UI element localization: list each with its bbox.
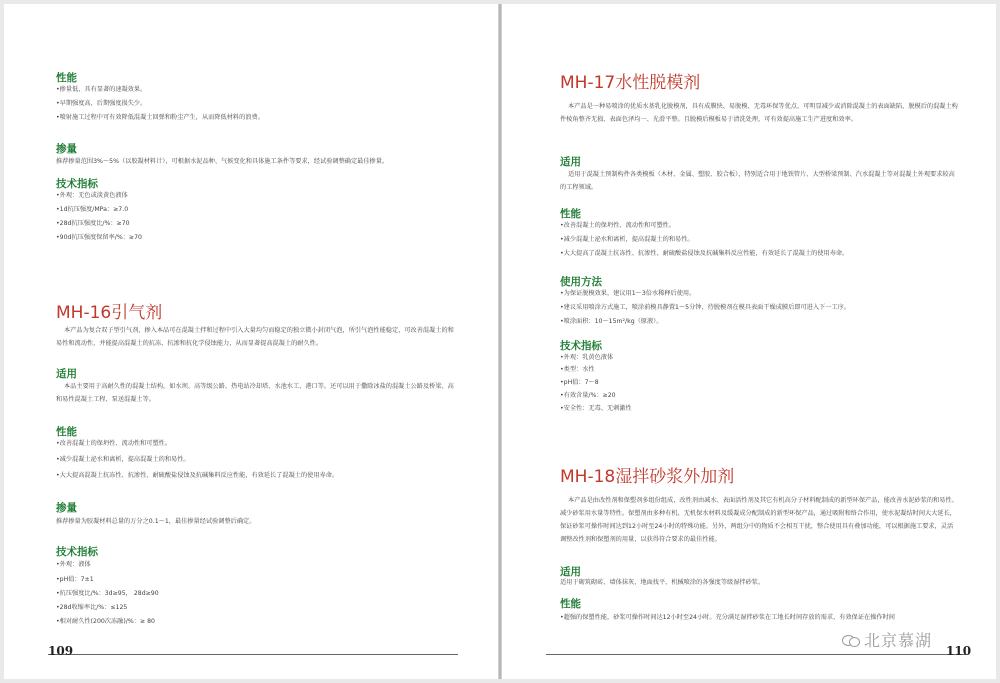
heading-jishu-2: 技术指标 bbox=[56, 546, 98, 558]
paragraph: 本产品是由改性剂和保塑剂多组份组成，改性剂由减水、表面活性剂及其它有机高分子材料配制成的新型环保产品，能改善水泥砂浆的和易性、减少砂浆用水量等特性。保塑剂由多种有机、无机保水材料及缓凝成分配制成的新型环保产品，通过吸附和络合作用，使水泥凝结时间大大延长，保证砂浆可操作时间达到12小时至24小时的特殊功能。另外，两组分中的物质不会相互干扰，整合使用具有叠加功能，可以根据施工要求，灵活调整改性剂和保塑剂的用量，以获得符合要求的最佳性能。 bbox=[560, 497, 958, 543]
list-item: •pH值：7～8 bbox=[560, 379, 599, 386]
page-left bbox=[4, 4, 498, 679]
section-title-mh17: MH-17水性脱模剂 bbox=[560, 73, 701, 93]
list-item: •喷涂面积：10～15m²/kg（原液）。 bbox=[560, 318, 663, 325]
list-item: •相对耐久性(200次冻融)/%：≥ 80 bbox=[56, 618, 155, 625]
heading-xingneng-2: 性能 bbox=[560, 598, 581, 610]
watermark-text: 北京慕湖 bbox=[864, 631, 933, 650]
list-item: •28d收缩率比/%：≤125 bbox=[56, 604, 128, 611]
paragraph: 本品主要用于高耐久性的混凝土结构，如水坝、高等级公路、热电站冷却塔、水池水工、港口等。还可以用于撒除冰盐的混凝土公路及桥梁、高和易性混凝土工程、泵送混凝土等。 bbox=[56, 383, 454, 403]
footer-rule bbox=[546, 654, 966, 655]
heading-xingneng-2: 性能 bbox=[56, 426, 77, 438]
heading-jishu: 技术指标 bbox=[560, 340, 602, 352]
paragraph: 推荐掺量范围3%～5%（以胶凝材料计），可根据水泥品种、气候变化和具体施工条件等要求，经试验调整确定最佳掺量。 bbox=[56, 158, 389, 165]
heading-jishu-1: 技术指标 bbox=[56, 178, 98, 190]
list-item: •类型：水性 bbox=[560, 366, 595, 373]
page-right bbox=[502, 4, 996, 679]
heading-fangfa: 使用方法 bbox=[560, 276, 602, 288]
list-item: •有效含量/%：≥20 bbox=[560, 392, 616, 399]
list-item: •减少混凝土泌水和离析，提高混凝土的和易性。 bbox=[560, 236, 694, 243]
paragraph: 适用于砌筑砌砖、墙体抹灰、地面找平、机械喷涂的各强度等级湿拌砂浆。 bbox=[560, 579, 765, 586]
heading-xingneng: 性能 bbox=[560, 208, 581, 220]
heading-shiyong: 适用 bbox=[56, 368, 77, 380]
list-item: •安全性：无毒、无刺激性 bbox=[560, 405, 632, 412]
heading-shiyong: 适用 bbox=[560, 156, 581, 168]
list-item: •大大提高了混凝土抗冻性、抗渗性、耐硫酸盐侵蚀及抗碱集料反应性能，有效延长了混凝土的使用寿命。 bbox=[560, 250, 849, 257]
list-item: •外观：乳黄色液体 bbox=[560, 354, 614, 361]
list-item: •改善混凝土的保坍性、流动性和可塑性。 bbox=[56, 440, 172, 447]
section-title-mh18: MH-18湿拌砂浆外加剂 bbox=[560, 467, 735, 487]
page-number: 109 bbox=[48, 644, 74, 658]
list-item: •90d抗压强度保留率/%：≥70 bbox=[56, 234, 142, 241]
list-item: •1d抗压强度/MPa：≥7.0 bbox=[56, 206, 129, 213]
list-item: •为保证脱模效果，建议用1～3倍水稀释后使用。 bbox=[560, 290, 696, 297]
paragraph: 适用于混凝土预制构件各类模板（木材、金属、塑胶、胶合板），特别适合用于地铁管片、大型桥梁预制、汽水混凝土等对混凝土外观要求较高的工程领域。 bbox=[560, 171, 955, 191]
list-item: •改善混凝土的保坍性、流动性和可塑性。 bbox=[560, 222, 676, 229]
paragraph: 推荐掺量为胶凝材料总量的万分之0.1～1，最佳掺量经试验调整后确定。 bbox=[56, 518, 256, 525]
list-item: •大大提高混凝土抗冻性、抗渗性、耐硫酸盐侵蚀及抗碱集料反应性能，有效延长了混凝土的使用寿命。 bbox=[56, 472, 339, 479]
heading-chanliang-2: 掺量 bbox=[56, 502, 77, 514]
heading-shiyong-2: 适用 bbox=[560, 566, 581, 578]
list-item: •外观：液体 bbox=[56, 561, 91, 568]
list-item: •抗压强度比/%：3d≥95， 28d≥90 bbox=[56, 590, 159, 597]
paragraph: 本产品是一种易喷涂的优质水基乳化脱模剂，具有成膜快、易脱模、无毒环保等优点，可明显减少或消除混凝土的表面缺陷，脱模后的混凝土构件棱角整齐无损、表面色泽均一、光滑平整。且脱模后模板易于清洗处理，可有效提高施工生产进度和效率。 bbox=[560, 103, 958, 123]
book-spread bbox=[4, 4, 996, 679]
list-item: •掺量低，具有显著的速凝效果。 bbox=[56, 86, 147, 93]
footer-rule bbox=[48, 654, 458, 655]
list-item: •28d抗压强度比/%：≥70 bbox=[56, 220, 130, 227]
list-item: •外观：无色或淡黄色液体 bbox=[56, 192, 128, 199]
watermark bbox=[842, 628, 932, 651]
heading-chanliang-1: 掺量 bbox=[56, 143, 77, 155]
section-title-mh16: MH-16引气剂 bbox=[56, 303, 163, 323]
page-number: 110 bbox=[946, 644, 972, 658]
list-item: •喷射施工过程中可有效降低混凝土回弹和粉尘产生，从而降低材料的浪费。 bbox=[56, 114, 264, 121]
wechat-icon bbox=[842, 633, 860, 647]
list-item: •建议采用喷涂方式施工，喷涂前模具静置1～5分钟，待脱模剂在模具表面干燥成膜后即可进入下一工序。 bbox=[560, 304, 850, 311]
paragraph: 本产品为复合双子型引气剂，掺入本品可在混凝土拌和过程中引入大量均匀而稳定的独立微小封闭气泡，所引气泡性能稳定，可改善混凝土的和易性和流动性，并能提高混凝土的抗冻、抗渗和抗化学侵蚀能力，从而显著提高混凝土的耐久性。 bbox=[56, 327, 454, 347]
list-item: •超强的保塑性能，砂浆可操作时间达12小时至24小时。充分满足湿拌砂浆在工地长时间存放的需求，有效保证在操作时间 bbox=[560, 614, 895, 621]
list-item: •减少混凝土泌水和离析，提高混凝土的和易性。 bbox=[56, 456, 190, 463]
list-item: •pH值：7±1 bbox=[56, 576, 94, 583]
heading-xingneng-1: 性能 bbox=[56, 72, 77, 84]
list-item: •早期强度高，后期强度损失少。 bbox=[56, 100, 147, 107]
